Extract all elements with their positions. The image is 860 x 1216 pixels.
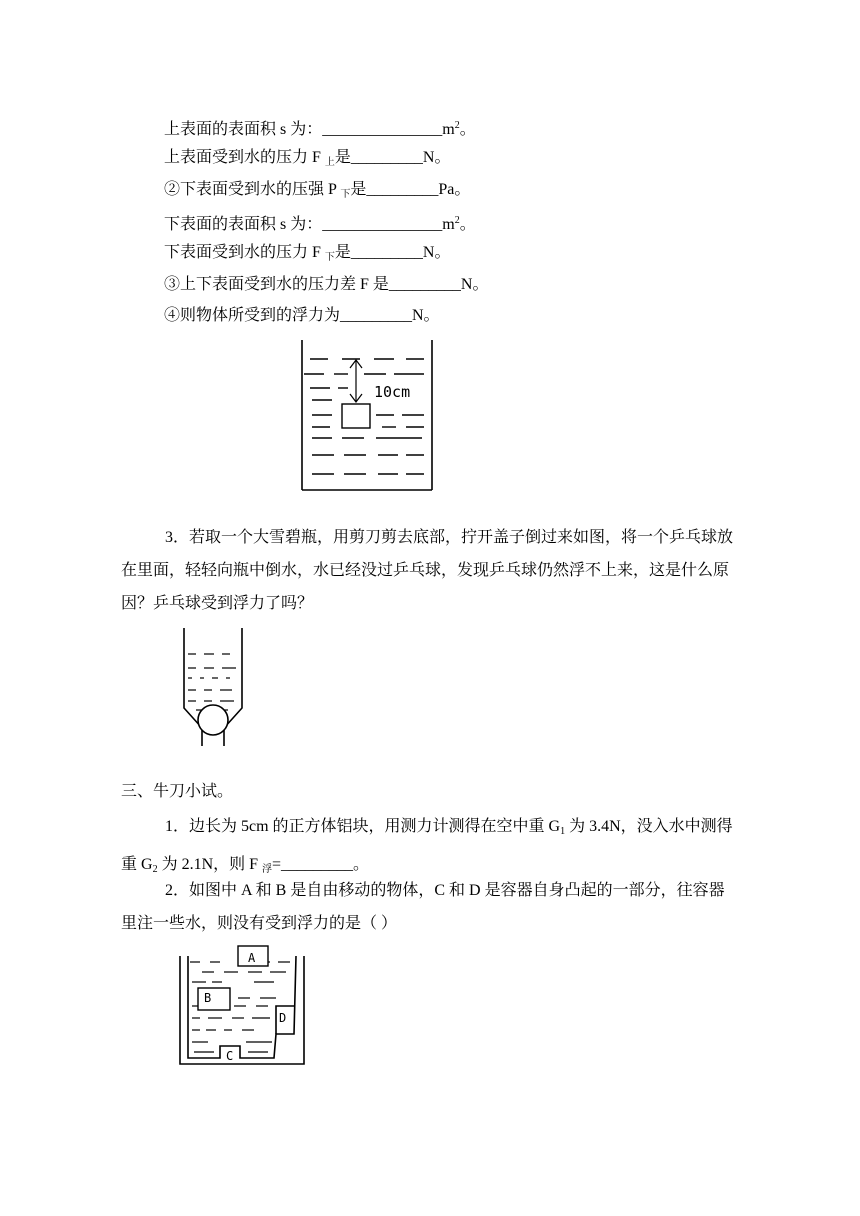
depth-label: 10cm: [374, 383, 411, 401]
figure-container-block: [290, 336, 450, 496]
label-c: C: [226, 1049, 234, 1063]
blank-line-buoyancy: ④则物体所受到的浮力为_________N。: [164, 307, 440, 324]
ping-pong-ball: [198, 705, 228, 735]
blank-line-lower-area: 下表面的表面积 s 为：$\_\_\_\_\_\_\_\_\_\_\_\_\_\_\_m^2$。: [164, 215, 476, 233]
blank-line-upper-area: 上表面的表面积 s 为：$\_\_\_\_\_\_\_\_\_\_\_\_\_\_\_m^2$。: [164, 120, 476, 138]
figure-inverted-bottle: [176, 624, 252, 748]
blank-line-upper-force: 上表面受到水的压力 F $_上$是_________N。: [164, 149, 451, 168]
label-b: B: [204, 991, 212, 1005]
section-3-question-1: 1．边长为 5cm 的正方体铝块，用测力计测得在空中重 $G_1$ 为 3.4N，没入水中测得重 $G_2$ 为 2.1N，则 F $_浮$=_________。: [121, 818, 733, 875]
label-d: D: [279, 1011, 287, 1025]
blank-line-lower-force: 下表面受到水的压力 F $_下$是_________N。: [164, 244, 451, 263]
section-3-heading: 三、牛刀小试。: [121, 783, 234, 800]
label-a: A: [248, 951, 256, 965]
question-3: 3．若取一个大雪碧瓶，用剪刀剪去底部，拧开盖子倒过来如图，将一个乒乓球放在里面，轻轻向瓶中倒水，水已经没过乒乓球，发现乒乓球仍然浮不上来，这是什么原因？乒乓球受到浮力了吗？: [121, 529, 734, 612]
section-3-question-2: 2．如图中 A 和 B 是自由移动的物体，C 和 D 是容器自身凸起的一部分，往容器里注一些水，则没有受到浮力的是（ ）: [121, 882, 725, 932]
object-b: [198, 988, 230, 1010]
blank-line-force-difference: ③上下表面受到水的压力差 F 是_________N。: [164, 276, 489, 293]
submerged-block: [342, 404, 370, 428]
figure-container-abcd: [176, 938, 316, 1070]
blank-line-lower-pressure: ②下表面受到水的压强 P $_下$是_________Pa。: [164, 181, 471, 200]
